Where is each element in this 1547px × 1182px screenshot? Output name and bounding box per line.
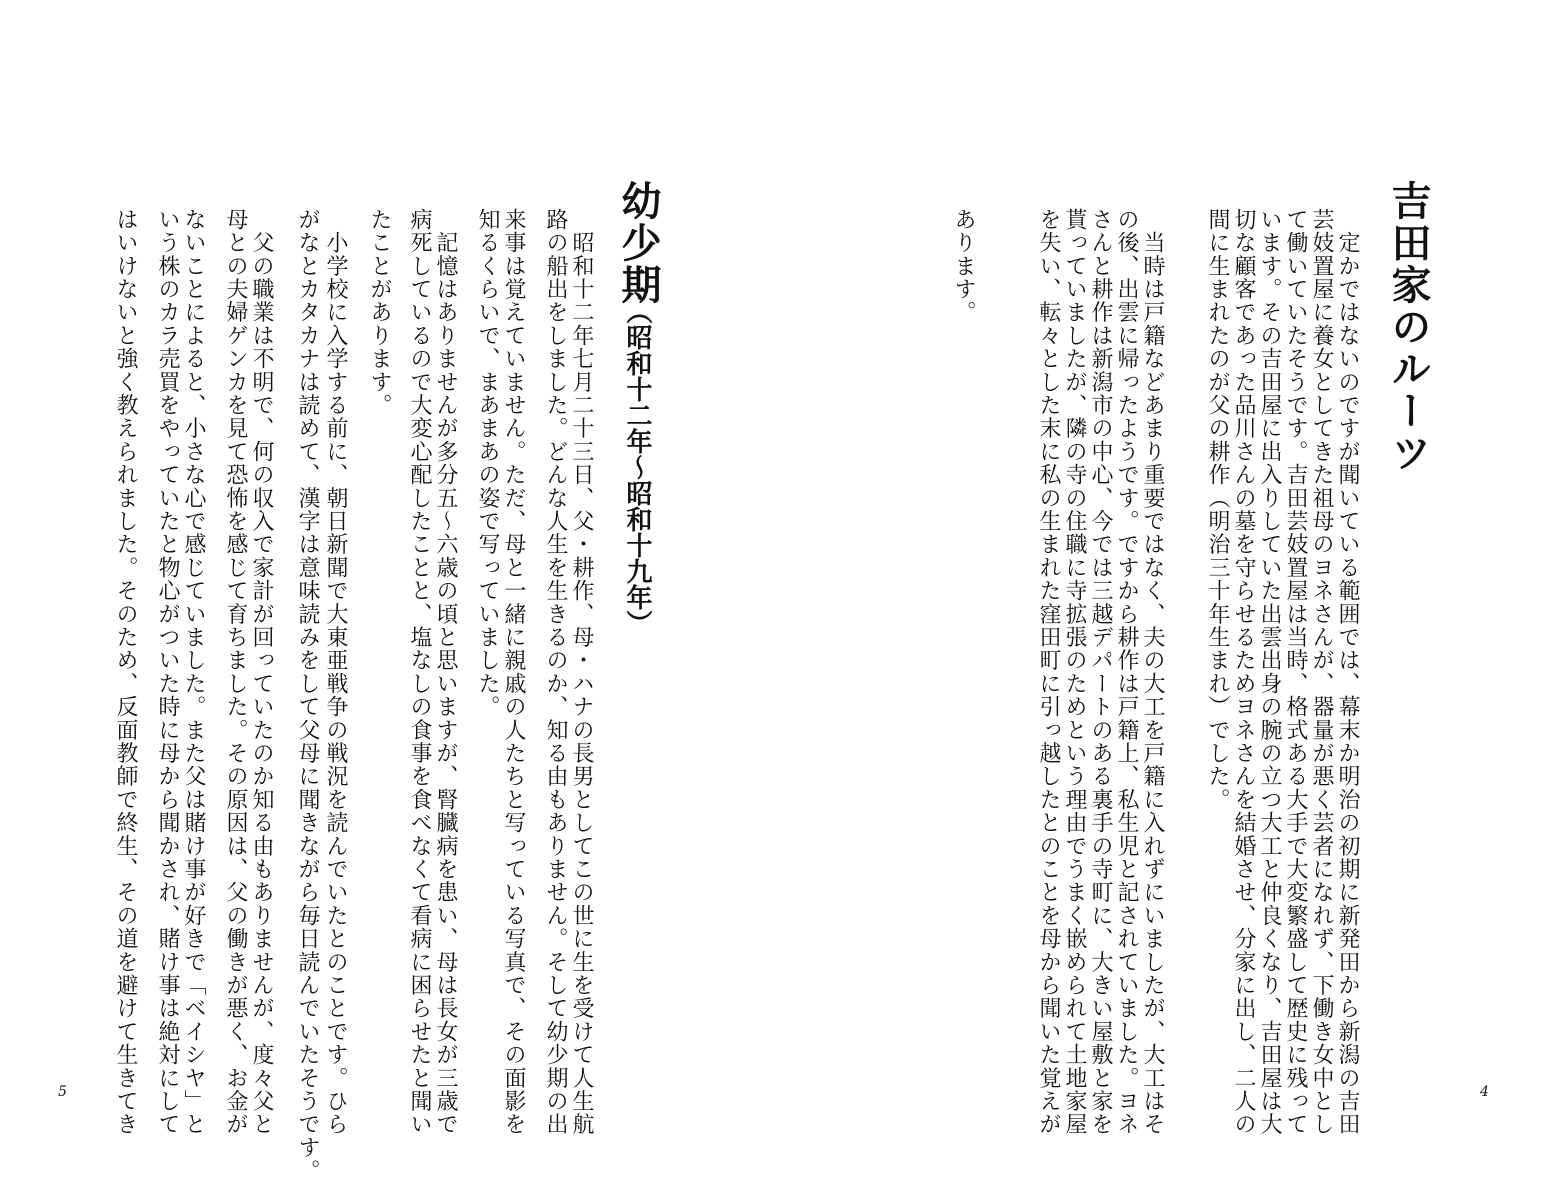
section-heading-childhood: 幼少期 bbox=[615, 180, 662, 306]
page-right bbox=[774, 0, 1547, 1146]
body-line: 貰っていましたが、隣の寺の住職に寺拡張のためという理由でうまく嵌められて土地家屋 bbox=[1062, 208, 1087, 1136]
body-line: 昭和十二年七月二十三日、父・耕作、母・ハナの長男としてこの世に生を受けて人生航 bbox=[569, 208, 594, 1136]
body-line: います。その吉田屋に出入りしていた出雲出身の腕の立つ大工と仲良くなり、吉田屋は大 bbox=[1257, 208, 1282, 1136]
section-heading-period: （昭和十二年〜昭和十九年） bbox=[622, 298, 652, 636]
body-line: 小学校に入学する前に、朝日新聞で大東亜戦争の戦況を読んでいたとのことです。ひら bbox=[323, 208, 348, 1136]
body-line: いう株のカラ売買をやっていたと物心がついた時に母から聞かされ、賭け事は絶対にして bbox=[155, 208, 180, 1136]
body-line: て働いていたそうです。吉田芸妓置屋は当時、格式ある大手で大変繁盛して歴史に残って bbox=[1283, 208, 1308, 1137]
page-number: 5 bbox=[58, 1084, 67, 1100]
body-line: 間に生まれたのが父の耕作（明治三十年生まれ）でした。 bbox=[1205, 208, 1230, 812]
body-line: ないことによると、小さな心で感じていました。また父は賭け事が好きで「ベイシヤ」と bbox=[181, 208, 206, 1137]
body-line: さんと耕作は新潟市の中心、今では三越デパートのある裏手の寺町に、大きい屋敷と家を bbox=[1088, 208, 1113, 1136]
body-line: はいけないと強く教えられました。そのため、反面教師で終生、その道を避けて生きてき bbox=[113, 208, 138, 1136]
body-line: がなとカタカナは読めて、漢字は意味読みをして父母に聞きながら毎日読んでいたそうです。 bbox=[295, 208, 320, 1182]
body-line: 病死しているので大変心配したことと、塩なしの食事を食べなくて看病に困らせたと聞い bbox=[407, 208, 432, 1136]
page-number: 4 bbox=[1480, 1084, 1489, 1100]
body-line: 路の船出をしました。どんな人生を生きるのか、知る由もありません。そして幼少期の出 bbox=[543, 208, 568, 1136]
body-line: 芸妓置屋に養女としてきた祖母のヨネさんが、器量が悪く芸者になれず、下働き女中とし bbox=[1309, 208, 1334, 1136]
body-line: 記憶はありませんが多分五〜六歳の頃と思いますが、腎臓病を患い、母は長女が三歳で bbox=[433, 208, 458, 1137]
body-line: の後、出雲に帰ったようです。ですから耕作は戸籍上、私生児と記されていました。ヨネ bbox=[1114, 208, 1139, 1136]
body-line: 当時は戸籍などあまり重要ではなく、夫の大工を戸籍に入れずにいましたが、大工はそ bbox=[1140, 208, 1165, 1136]
body-line: 母との夫婦ゲンカを見て恐怖を感じて育ちました。その原因は、父の働きが悪く、お金が bbox=[223, 208, 248, 1136]
body-line: 知るくらいで、まあまあの姿で写っていました。 bbox=[475, 208, 500, 719]
body-line: 来事は覚えていません。ただ、母と一緒に親戚の人たちと写っている写真で、その面影を bbox=[501, 208, 526, 1136]
body-line: たことがあります。 bbox=[367, 208, 392, 417]
body-line: 定かではないのですが聞いている範囲では、幕末か明治の初期に新発田から新潟の吉田 bbox=[1335, 208, 1360, 1136]
body-line: 切な顧客であった品川さんの墓を守らせるためヨネさんを結婚させ、分家に出し、二人の bbox=[1231, 208, 1256, 1137]
body-line: あります。 bbox=[951, 208, 976, 324]
body-line: を失い、転々とした末に私の生まれた窪田町に引っ越したとのことを母から聞いた覚えが bbox=[1036, 208, 1061, 1136]
section-heading-yoshida-roots: 吉田家のルーツ bbox=[1385, 180, 1432, 474]
body-line: 父の職業は不明で、何の収入で家計が回っていたのか知る由もありませんが、度々父と bbox=[249, 208, 274, 1136]
